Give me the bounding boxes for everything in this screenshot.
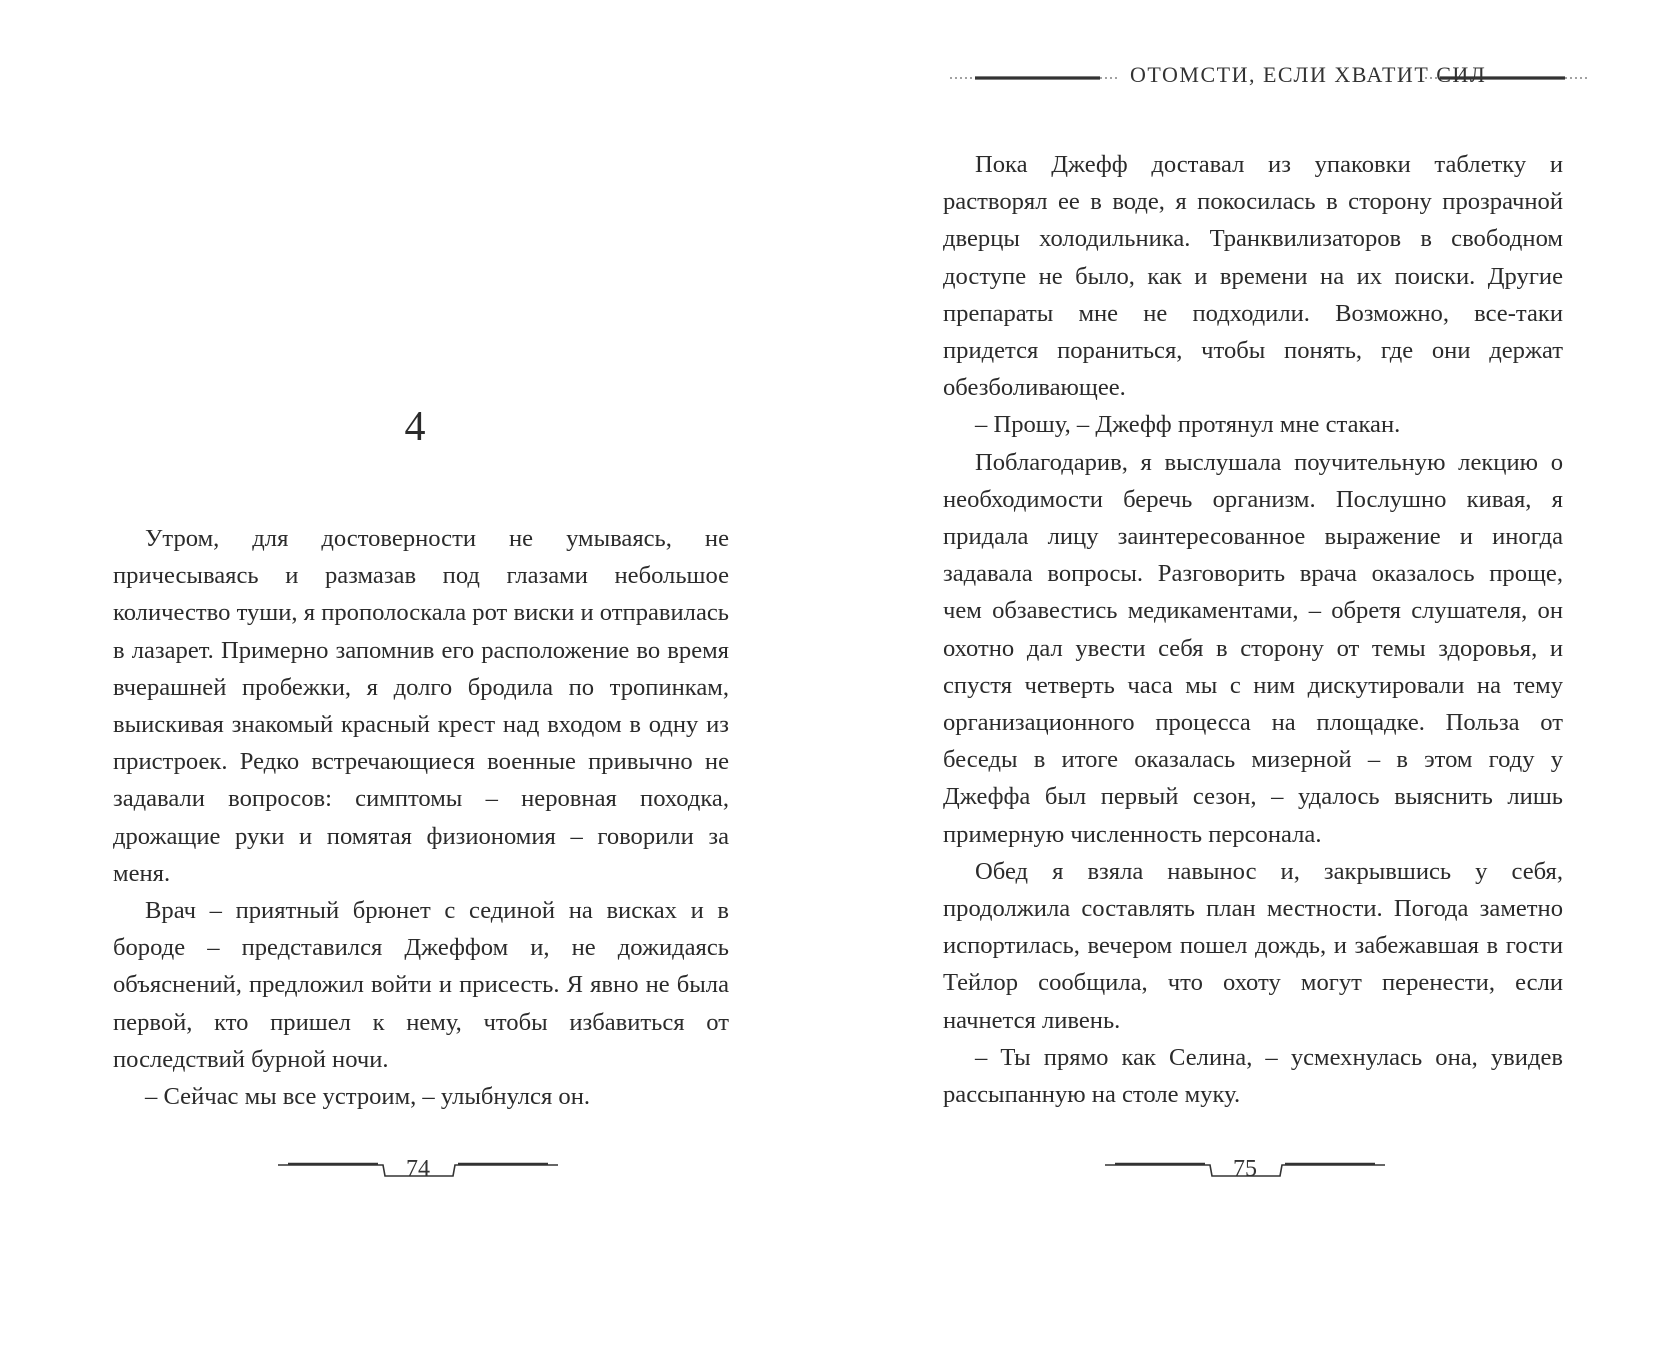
left-page-body [113, 520, 729, 1115]
page-number: 75 [1233, 1156, 1257, 1182]
paragraph: Обед я взяла навынос и, закрывшись у себя, продолжила составлять план местности. Погода заметно испортилась, вечером пошел дождь, и забежавшая в гости Тейлор сообщила, что охоту могут перенести, если начнется ливень. [943, 857, 1563, 1034]
paragraph: – Прошу, – Джефф протянул мне стакан. [975, 411, 1401, 439]
running-head [950, 62, 1590, 92]
running-head-rule-right [1420, 68, 1590, 88]
right-page-body [943, 146, 1563, 1113]
paragraph: – Сейчас мы все устроим, – улыбнулся он. [145, 1083, 591, 1111]
running-head-title: ОТОМСТИ, ЕСЛИ ХВАТИТ СИЛ [1130, 62, 1487, 87]
running-head-rule-left [950, 68, 1120, 88]
page-number: 74 [406, 1156, 430, 1182]
paragraph: Пока Джефф доставал из упаковки таблетку и растворял ее в воде, я покосилась в сторону прозрачной дверцы холодильника. Транквилизаторов в свободном доступе не было, как и времени на их поиски. Другие препараты мне не подходили. Возможно, все-таки придется пораниться, чтобы понять, где они держат обезболивающее. [943, 151, 1563, 402]
paragraph: Врач – приятный брюнет с сединой на висках и в бороде – представился Джеффом и, не дожидаясь объяснений, предложил войти и присесть. Я явно не была первой, кто пришел к нему, чтобы избавиться от последствий бурной ночи. [113, 897, 729, 1073]
paragraph: Утром, для достоверности не умываясь, не причесываясь и размазав под глазами небольшое количество туши, я прополоскала рот виски и отправилась в лазарет. Примерно запомнив его расположение во время вчерашней пробежки, я долго бродила по тропинкам, выискивая знакомый красный крест над входом в одну из пристроек. Редко встречающиеся военные привычно не задавали вопросов: симптомы – неровная походка, дрожащие руки и помятая физиономия – говорили за меня. [113, 525, 729, 887]
right-folio [1105, 1148, 1385, 1208]
left-page [0, 0, 830, 1366]
left-folio [278, 1148, 558, 1208]
right-page [830, 0, 1661, 1366]
paragraph: – Ты прямо как Селина, – усмехнулась она, увидев рассыпанную на столе муку. [943, 1043, 1563, 1109]
chapter-number: 4 [404, 404, 426, 450]
paragraph: Поблагодарив, я выслушала поучительную лекцию о необходимости беречь организм. Послушно кивая, я придала лицу заинтересованное выражение и иногда задавала вопросы. Разговорить врача оказалось проще, чем обзавестись медикаментами, – обретя слушателя, он охотно дал увести себя в сторону от темы здоровья, и спустя четверть часа мы с ним дискутировали на тему организационного процесса на площадке. Польза от беседы в итоге оказалась мизерной – в этом году у Джеффа был первый сезон, – удалось выяснить лишь примерную численность персонала. [943, 448, 1563, 848]
